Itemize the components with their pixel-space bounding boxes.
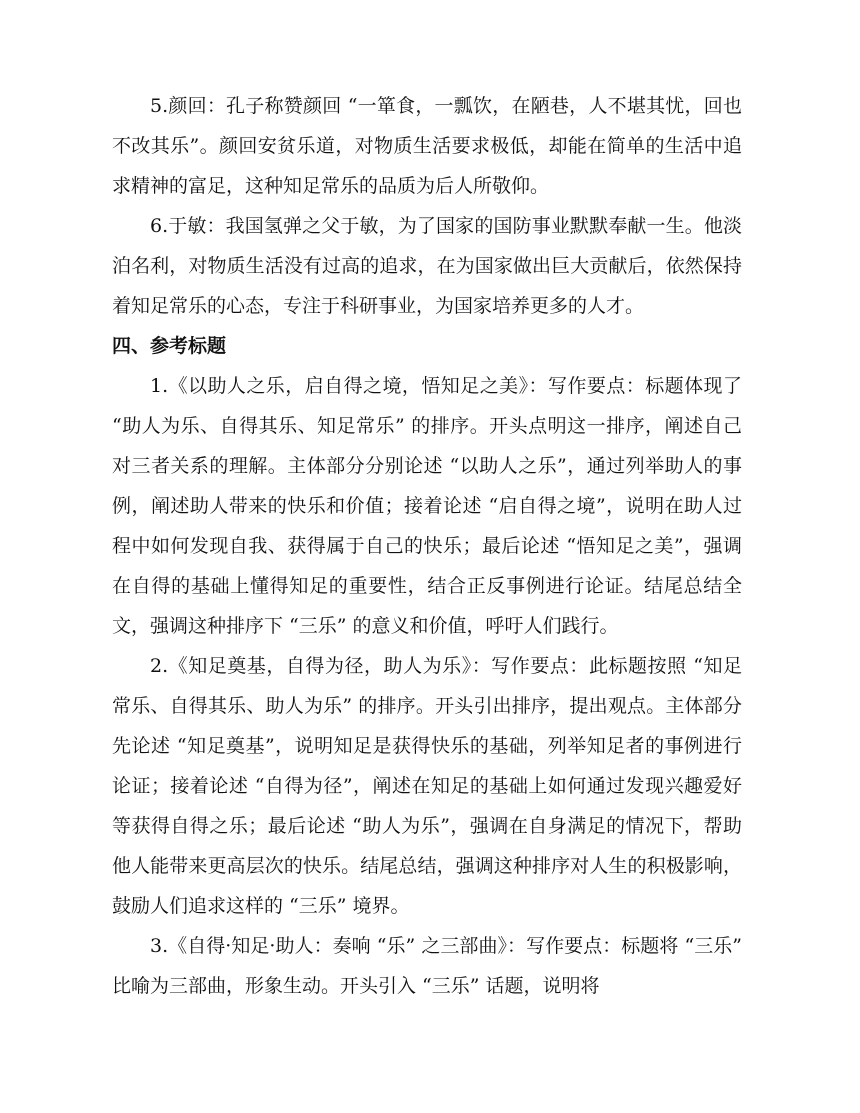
reference-title-3: 3.《自得·知足·助人：奏响 “乐” 之三部曲》：写作要点：标题将 “三乐” 比喻为三部曲，形象生动。开头引入 “三乐” 话题，说明将 (112, 935, 742, 997)
section-heading: 四、参考标题 (112, 335, 227, 357)
reference-title-2: 2.《知足奠基，自得为径，助人为乐》：写作要点：此标题按照 “知足常乐、自得其乐、助人为乐” 的排序。开头引出排序，提出观点。主体部分先论述 “知足奠基”，说明知足是获得快乐的基础，列举知足者的事例进行论证；接着论述 “自得为径”，阐述在知足的基础上如何通过发现兴趣爱好等获得自得之乐；最后论述 “助人为乐”，强调在自身满足的情况下，帮助他人能带来更高层次的快乐。结尾总结，强调这种排序对人生的积极影响，鼓励人们追求这样的 “三乐” 境界。 (112, 655, 742, 917)
paragraph-yu-min: 6.于敏：我国氢弹之父于敏，为了国家的国防事业默默奉献一生。他淡泊名利，对物质生活没有过高的追求，在为国家做出巨大贡献后，依然保持着知足常乐的心态，专注于科研事业，为国家培养更多的人才。 (112, 215, 742, 317)
document-page (112, 86, 742, 1006)
reference-title-1: 1.《以助人之乐，启自得之境，悟知足之美》：写作要点：标题体现了 “助人为乐、自得其乐、知足常乐” 的排序。开头点明这一排序，阐述自己对三者关系的理解。主体部分分别论述 “以助人之乐”，通过列举助人的事例，阐述助人带来的快乐和价值；接着论述 “启自得之境”，说明在助人过程中如何发现自我、获得属于自己的快乐；最后论述 “悟知足之美”，强调在自得的基础上懂得知足的重要性，结合正反事例进行论证。结尾总结全文，强调这种排序下 “三乐” 的意义和价值，呼吁人们践行。 (112, 375, 742, 637)
paragraph-yan-hui: 5.颜回：孔子称赞颜回 “一箪食，一瓢饮，在陋巷，人不堪其忧，回也不改其乐”。颜回安贫乐道，对物质生活要求极低，却能在简单的生活中追求精神的富足，这种知足常乐的品质为后人所敬仰。 (112, 95, 742, 197)
